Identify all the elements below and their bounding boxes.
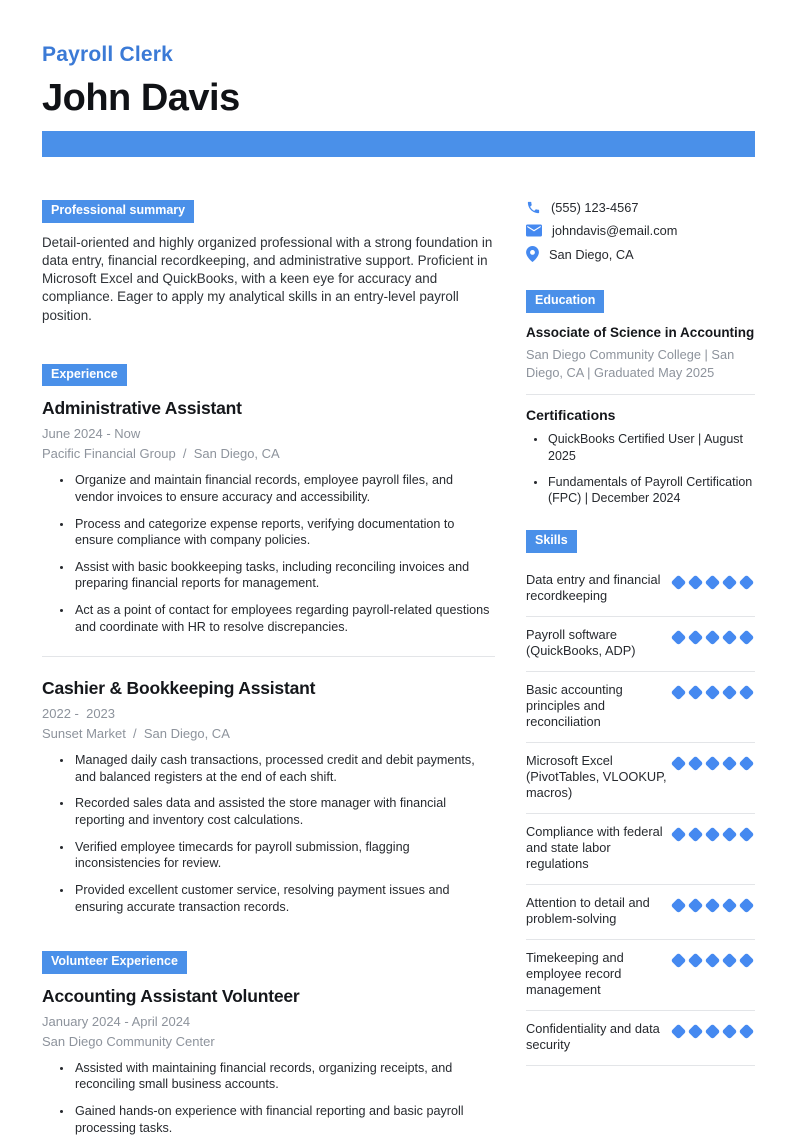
skill-row bbox=[526, 562, 755, 617]
diamond-icon bbox=[705, 575, 721, 591]
contact-phone: (555) 123-4567 bbox=[551, 200, 639, 216]
skill-rating bbox=[670, 753, 755, 771]
skill-label: Confidentiality and data security bbox=[526, 1021, 660, 1053]
experience-section bbox=[42, 364, 495, 915]
skill-row bbox=[526, 743, 755, 814]
skills-section-header bbox=[526, 530, 755, 553]
diamond-icon bbox=[739, 1024, 755, 1040]
skill-rating bbox=[670, 1021, 755, 1039]
education-badge: Education bbox=[526, 290, 604, 313]
job-bullet: • Recorded sales data and assisted the store manager with financial reporting and inventory cost calculations. bbox=[73, 795, 495, 828]
diamond-icon bbox=[671, 756, 687, 772]
diamond-icon bbox=[671, 685, 687, 701]
diamond-icon bbox=[722, 630, 738, 646]
diamond-icon bbox=[739, 827, 755, 843]
skill-label: Data entry and financial recordkeeping bbox=[526, 572, 661, 604]
volunteer-dates: January 2024 - April 2024 bbox=[42, 1013, 191, 1029]
diamond-icon bbox=[688, 1024, 704, 1040]
summary-section bbox=[42, 200, 495, 325]
job-dates: 2022 - 2023 bbox=[42, 706, 116, 722]
diamond-icon bbox=[739, 898, 755, 914]
summary-badge: Professional summary bbox=[42, 200, 194, 223]
envelope-icon bbox=[526, 224, 542, 237]
skill-row bbox=[526, 1011, 755, 1066]
job-bullet: • Organize and maintain financial records, employee payroll files, and vendor invoices to ensure accuracy and accessibility. bbox=[73, 472, 495, 505]
diamond-icon bbox=[688, 630, 704, 646]
skill-rating bbox=[670, 824, 755, 842]
job-company-location: Sunset Market / San Diego, CA bbox=[42, 726, 230, 742]
diamond-icon bbox=[722, 575, 738, 591]
skill-label: Microsoft Excel (PivotTables, VLOOKUP, macros) bbox=[526, 753, 667, 801]
education-section bbox=[526, 290, 755, 381]
diamond-icon bbox=[722, 685, 738, 701]
job-bullet-list bbox=[42, 752, 495, 915]
candidate-name: John Davis bbox=[42, 77, 240, 120]
diamond-icon bbox=[671, 1024, 687, 1040]
diamond-icon bbox=[705, 1024, 721, 1040]
skill-rating bbox=[670, 682, 755, 700]
diamond-icon bbox=[671, 827, 687, 843]
skills-list bbox=[526, 562, 755, 1066]
job-bullet: • Act as a point of contact for employees regarding payroll-related questions and coordinate with HR to resolve discrepancies. bbox=[73, 602, 495, 635]
diamond-icon bbox=[688, 827, 704, 843]
job-bullet: • Provided excellent customer service, resolving payment issues and ensuring accurate transaction records. bbox=[73, 882, 495, 915]
volunteer-section bbox=[42, 951, 495, 1136]
contact-phone-row bbox=[526, 200, 755, 215]
job-bullet-list bbox=[42, 472, 495, 635]
job-entry bbox=[42, 398, 495, 635]
diamond-icon bbox=[739, 685, 755, 701]
skill-rating bbox=[670, 572, 755, 590]
diamond-icon bbox=[739, 756, 755, 772]
diamond-icon bbox=[722, 953, 738, 969]
summary-text: Detail-oriented and highly organized professional with a strong foundation in data entry, financial recordkeeping, and administrative support. Proficient in Microsoft Excel and QuickBooks, with a keen eye for accuracy and compliance. Eager to apply my analytical skills in an entry-level payroll position. bbox=[42, 234, 493, 323]
diamond-icon bbox=[705, 756, 721, 772]
volunteer-badge: Volunteer Experience bbox=[42, 951, 187, 974]
skill-row bbox=[526, 617, 755, 672]
skill-label: Compliance with federal and state labor regulations bbox=[526, 824, 663, 872]
certification-item: • QuickBooks Certified User | August 2025 bbox=[547, 431, 755, 464]
skill-label: Attention to detail and problem-solving bbox=[526, 895, 650, 927]
job-bullet: • Verified employee timecards for payroll submission, flagging inconsistencies for review. bbox=[73, 839, 495, 872]
skill-rating bbox=[670, 627, 755, 645]
skill-rating bbox=[670, 895, 755, 913]
skill-row bbox=[526, 672, 755, 743]
diamond-icon bbox=[705, 685, 721, 701]
contact-location: San Diego, CA bbox=[549, 246, 634, 262]
diamond-icon bbox=[722, 898, 738, 914]
job-title-heading: Administrative Assistant bbox=[42, 398, 242, 419]
job-bullet: • Managed daily cash transactions, processed credit and debit payments, and balanced registers at the end of each shift. bbox=[73, 752, 495, 785]
job-divider bbox=[42, 656, 495, 657]
contact-email-row bbox=[526, 223, 755, 238]
job-title: Payroll Clerk bbox=[42, 43, 173, 66]
diamond-icon bbox=[705, 898, 721, 914]
right-column bbox=[526, 200, 755, 1146]
skill-label: Basic accounting principles and reconciliation bbox=[526, 682, 623, 730]
job-bullet: • Assist with basic bookkeeping tasks, including reconciling invoices and preparing financial reports for management. bbox=[73, 559, 495, 592]
skill-rating bbox=[670, 950, 755, 968]
skill-row bbox=[526, 814, 755, 885]
accent-bar bbox=[42, 131, 755, 157]
education-degree: Associate of Science in Accounting bbox=[526, 324, 755, 340]
diamond-icon bbox=[705, 630, 721, 646]
certifications-section bbox=[526, 407, 755, 506]
diamond-icon bbox=[722, 1024, 738, 1040]
volunteer-title-heading: Accounting Assistant Volunteer bbox=[42, 985, 300, 1006]
skill-label: Timekeeping and employee record management bbox=[526, 950, 624, 998]
skill-label: Payroll software (QuickBooks, ADP) bbox=[526, 627, 636, 659]
skill-row bbox=[526, 885, 755, 940]
diamond-icon bbox=[739, 630, 755, 646]
diamond-icon bbox=[688, 898, 704, 914]
job-title-heading: Cashier & Bookkeeping Assistant bbox=[42, 678, 316, 699]
diamond-icon bbox=[671, 898, 687, 914]
right-divider bbox=[526, 394, 755, 395]
map-pin-icon bbox=[526, 246, 539, 262]
phone-icon bbox=[526, 200, 541, 215]
diamond-icon bbox=[705, 953, 721, 969]
diamond-icon bbox=[671, 575, 687, 591]
diamond-icon bbox=[671, 630, 687, 646]
content-columns bbox=[42, 200, 755, 1146]
volunteer-bullet: • Gained hands-on experience with financial reporting and basic payroll processing tasks. bbox=[73, 1103, 495, 1136]
diamond-icon bbox=[705, 827, 721, 843]
volunteer-bullet: • Assisted with maintaining financial records, organizing receipts, and reconciling small business accounts. bbox=[73, 1060, 495, 1093]
diamond-icon bbox=[739, 575, 755, 591]
job-dates: June 2024 - Now bbox=[42, 426, 141, 442]
volunteer-organization: San Diego Community Center bbox=[42, 1033, 215, 1049]
volunteer-bullet-list bbox=[42, 1060, 495, 1136]
diamond-icon bbox=[688, 685, 704, 701]
diamond-icon bbox=[739, 953, 755, 969]
job-bullet: • Process and categorize expense reports, verifying documentation to ensure compliance with company policies. bbox=[73, 516, 495, 549]
diamond-icon bbox=[688, 953, 704, 969]
certification-item: • Fundamentals of Payroll Certification (FPC) | December 2024 bbox=[547, 474, 755, 507]
contact-section bbox=[526, 200, 755, 262]
certifications-list bbox=[526, 431, 755, 506]
left-column bbox=[42, 200, 495, 1146]
job-company-location: Pacific Financial Group / San Diego, CA bbox=[42, 446, 280, 462]
diamond-icon bbox=[722, 756, 738, 772]
certifications-heading: Certifications bbox=[526, 407, 616, 424]
diamond-icon bbox=[688, 756, 704, 772]
diamond-icon bbox=[671, 953, 687, 969]
job-entry bbox=[42, 678, 495, 915]
skill-row bbox=[526, 940, 755, 1011]
diamond-icon bbox=[722, 827, 738, 843]
contact-email: johndavis@email.com bbox=[552, 223, 678, 239]
education-details: San Diego Community College | San Diego, CA | Graduated May 2025 bbox=[526, 346, 735, 380]
skills-badge: Skills bbox=[526, 530, 577, 553]
experience-badge: Experience bbox=[42, 364, 127, 387]
contact-location-row bbox=[526, 246, 755, 262]
diamond-icon bbox=[688, 575, 704, 591]
